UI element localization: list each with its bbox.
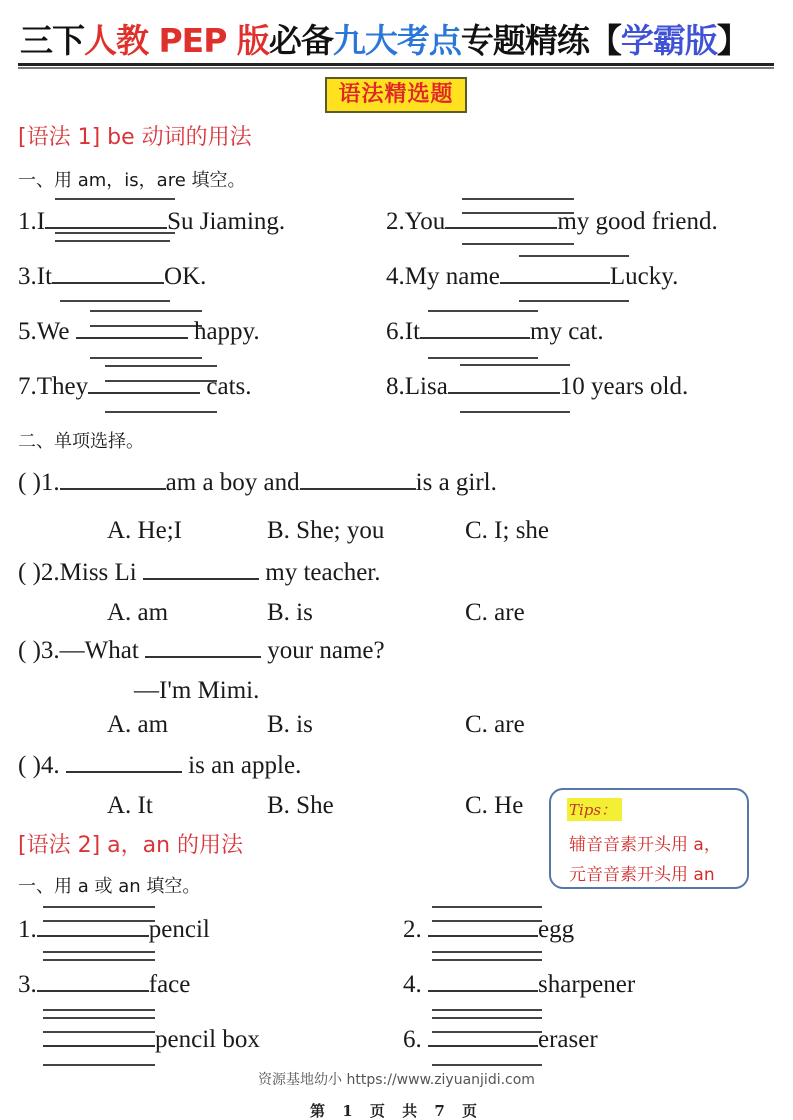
fill-prefix: 3. bbox=[18, 971, 37, 998]
answer-blank[interactable] bbox=[37, 915, 149, 937]
fill-prefix: 4.My name bbox=[386, 263, 500, 290]
answer-paren[interactable]: ( ) bbox=[18, 469, 41, 496]
source-watermark: 资源基地幼小 https://www.ziyuanjidi.com bbox=[258, 1072, 535, 1088]
title-segment: 学霸版 bbox=[620, 21, 717, 60]
fill-suffix: pencil box bbox=[155, 1026, 260, 1053]
fill-suffix: OK. bbox=[164, 263, 207, 290]
title-segment: 必备 bbox=[268, 21, 333, 60]
fill-prefix: 1.I bbox=[18, 208, 46, 235]
option-c: C. are bbox=[465, 599, 525, 626]
fill-suffix: face bbox=[148, 971, 191, 998]
question-text: am a boy and bbox=[165, 469, 300, 496]
option-c: C. I; she bbox=[465, 517, 550, 544]
fill-suffix: 10 years old. bbox=[559, 373, 689, 400]
answer-blank[interactable] bbox=[428, 915, 538, 937]
section-badge: 语法精选题 bbox=[325, 77, 467, 113]
fill-suffix: my good friend. bbox=[557, 208, 718, 235]
fill-item bbox=[18, 372, 252, 402]
answer-blank bbox=[143, 558, 259, 580]
answer-blank[interactable] bbox=[45, 207, 167, 229]
title-segment: 九大考点 bbox=[332, 21, 461, 60]
fill-suffix: cats. bbox=[200, 373, 252, 400]
title-segment: 专题精练【 bbox=[460, 21, 621, 60]
fill-prefix: 5.We bbox=[18, 318, 76, 345]
part-instruction: 一、用 a 或 an 填空。 bbox=[18, 876, 201, 897]
section-heading-grammar-1: [语法 1] be 动词的用法 bbox=[18, 125, 252, 150]
question-text: is a girl. bbox=[415, 469, 497, 496]
option-a: A. am bbox=[107, 599, 169, 626]
tips-text-vowel: 元音音素开头用 an bbox=[569, 865, 715, 885]
answer-paren[interactable]: ( ) bbox=[18, 752, 41, 779]
mc-question bbox=[18, 751, 301, 781]
option-b: B. She; you bbox=[267, 517, 385, 544]
fill-item bbox=[386, 207, 718, 237]
option-a: A. am bbox=[107, 711, 169, 738]
dialogue-response: —I'm Mimi. bbox=[134, 677, 260, 704]
fill-prefix: 6.It bbox=[386, 318, 421, 345]
mc-question bbox=[18, 558, 381, 588]
question-number: 4. bbox=[40, 752, 66, 779]
question-text: my teacher. bbox=[259, 559, 381, 586]
answer-blank bbox=[300, 468, 416, 490]
fill-prefix: 6. bbox=[403, 1026, 428, 1053]
fill-item bbox=[18, 970, 190, 1000]
fill-suffix: Su Jiaming. bbox=[167, 208, 286, 235]
section-heading-grammar-2: [语法 2] a，an 的用法 bbox=[18, 833, 244, 858]
fill-prefix: 7.They bbox=[18, 373, 89, 400]
title-underline-shadow bbox=[18, 67, 774, 69]
tips-label: Tips： bbox=[567, 798, 622, 821]
part-instruction: 二、单项选择。 bbox=[18, 431, 144, 452]
fill-suffix: my cat. bbox=[530, 318, 604, 345]
mc-question bbox=[18, 636, 385, 666]
answer-paren[interactable]: ( ) bbox=[18, 637, 41, 664]
answer-blank[interactable] bbox=[448, 372, 560, 394]
answer-blank[interactable] bbox=[445, 207, 557, 229]
tips-text-consonant: 辅音音素开头用 a， bbox=[569, 835, 721, 855]
answer-blank[interactable] bbox=[88, 372, 200, 394]
fill-suffix: sharpener bbox=[538, 971, 636, 998]
question-number: 3.—What bbox=[40, 637, 146, 664]
fill-prefix: 2. bbox=[403, 916, 428, 943]
answer-blank bbox=[66, 751, 182, 773]
fill-prefix: 4. bbox=[403, 971, 428, 998]
title-segment: 】 bbox=[716, 21, 749, 60]
option-b: B. is bbox=[267, 711, 313, 738]
fill-suffix: Lucky. bbox=[609, 263, 679, 290]
fill-suffix: egg bbox=[538, 916, 575, 943]
answer-paren[interactable]: ( ) bbox=[18, 559, 41, 586]
title-segment: 人教 PEP 版 bbox=[84, 21, 269, 60]
title-underline bbox=[18, 63, 774, 66]
fill-item bbox=[43, 1025, 260, 1055]
question-text: is an apple. bbox=[181, 752, 302, 779]
part-instruction: 一、用 am，is，are 填空。 bbox=[18, 170, 246, 191]
fill-prefix: 8.Lisa bbox=[386, 373, 448, 400]
document-title bbox=[20, 18, 749, 64]
question-number: 1. bbox=[40, 469, 60, 496]
option-a: A. He;I bbox=[107, 517, 182, 544]
fill-suffix: pencil bbox=[148, 916, 210, 943]
fill-item bbox=[18, 915, 210, 945]
answer-blank bbox=[145, 636, 261, 658]
fill-suffix: happy. bbox=[187, 318, 260, 345]
page-number: 第 1 页 共 7 页 bbox=[310, 1102, 483, 1120]
fill-item bbox=[403, 970, 635, 1000]
answer-blank[interactable] bbox=[420, 317, 530, 339]
answer-blank[interactable] bbox=[76, 317, 188, 339]
option-b: B. is bbox=[267, 599, 313, 626]
option-a: A. It bbox=[107, 792, 153, 819]
fill-item bbox=[18, 262, 206, 292]
fill-item bbox=[403, 1025, 598, 1055]
answer-blank bbox=[60, 468, 166, 490]
tips-box bbox=[549, 788, 749, 889]
fill-item bbox=[18, 207, 285, 237]
question-number: 2.Miss Li bbox=[40, 559, 144, 586]
fill-prefix: 3.It bbox=[18, 263, 53, 290]
title-segment: 三下 bbox=[20, 21, 84, 60]
fill-item bbox=[386, 372, 688, 402]
answer-blank[interactable] bbox=[500, 262, 610, 284]
fill-item bbox=[386, 317, 604, 347]
answer-blank[interactable] bbox=[43, 1025, 155, 1047]
fill-prefix: 2.You bbox=[386, 208, 446, 235]
option-c: C. He bbox=[465, 792, 524, 819]
fill-item bbox=[403, 915, 574, 945]
question-text: your name? bbox=[261, 637, 385, 664]
answer-blank[interactable] bbox=[428, 970, 538, 992]
answer-blank[interactable] bbox=[37, 970, 149, 992]
answer-blank[interactable] bbox=[428, 1025, 538, 1047]
option-b: B. She bbox=[267, 792, 334, 819]
option-c: C. are bbox=[465, 711, 525, 738]
fill-prefix: 1. bbox=[18, 916, 37, 943]
fill-suffix: eraser bbox=[538, 1026, 598, 1053]
fill-item bbox=[386, 262, 678, 292]
mc-question bbox=[18, 468, 497, 498]
answer-blank[interactable] bbox=[52, 262, 164, 284]
fill-item bbox=[18, 317, 260, 347]
